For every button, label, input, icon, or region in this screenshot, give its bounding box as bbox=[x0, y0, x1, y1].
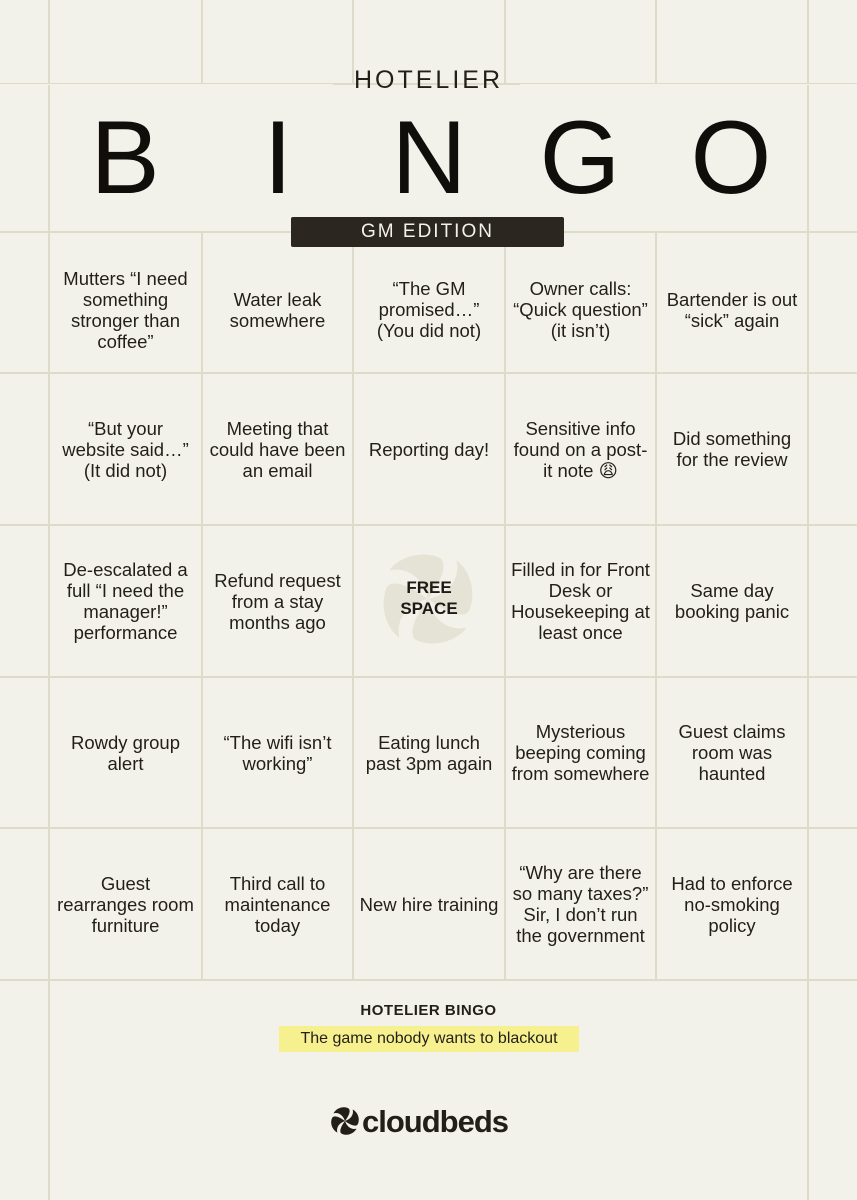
bingo-letter-g: G bbox=[539, 100, 621, 216]
cell-text: Same day booking panic bbox=[674, 580, 790, 622]
cell-text: Refund request from a stay months ago bbox=[214, 569, 341, 633]
cell-text: Bartender is out “sick” again bbox=[666, 288, 798, 331]
bingo-cell[interactable] bbox=[49, 828, 202, 980]
cell-text: Water leak somewhere bbox=[229, 288, 326, 331]
bingo-cell[interactable] bbox=[656, 232, 808, 373]
cell-text: “But your website said…” (It did not) bbox=[62, 417, 189, 481]
footer-tagline: The game nobody wants to blackout bbox=[279, 1026, 579, 1052]
bingo-cell[interactable] bbox=[49, 232, 202, 373]
bingo-cell[interactable] bbox=[202, 232, 353, 373]
bingo-letter-n: N bbox=[391, 100, 467, 216]
cell-text: Filled in for Front Desk or Housekeeping at least once bbox=[511, 559, 650, 643]
bingo-letter-b: B bbox=[90, 100, 160, 216]
bingo-cell[interactable] bbox=[353, 232, 505, 373]
cell-text: New hire training bbox=[359, 893, 499, 915]
bingo-cell[interactable] bbox=[353, 677, 505, 828]
cell-text: “The GM promised…” (You did not) bbox=[376, 278, 482, 341]
cell-text: Owner calls: “Quick question” (it isn’t) bbox=[513, 278, 648, 341]
cell-text: Rowdy group alert bbox=[70, 731, 180, 774]
bingo-cell[interactable] bbox=[202, 373, 353, 525]
bingo-cell[interactable] bbox=[656, 525, 808, 677]
header-subtitle: HOTELIER bbox=[353, 66, 504, 94]
edition-badge: GM EDITION bbox=[291, 217, 564, 247]
cell-text: Did something for the review bbox=[672, 428, 792, 470]
cell-text: Mutters “I need something stronger than coffee” bbox=[63, 267, 188, 352]
cell-text: Reporting day! bbox=[368, 438, 490, 460]
bingo-cell[interactable] bbox=[353, 373, 505, 525]
bingo-cell[interactable] bbox=[505, 828, 656, 980]
cell-text: Guest claims room was haunted bbox=[678, 721, 786, 784]
bingo-cell[interactable] bbox=[49, 677, 202, 828]
cell-text: De-escalated a full “I need the manager!” performance bbox=[63, 559, 188, 643]
free-space-label: FREE SPACE bbox=[400, 578, 458, 618]
cell-text: “The wifi isn’t working” bbox=[223, 731, 332, 774]
bingo-cell[interactable] bbox=[656, 677, 808, 828]
cell-text: “Why are there so many taxes?” Sir, I don’t run the government bbox=[512, 862, 649, 946]
cell-text: Meeting that could have been an email bbox=[209, 417, 346, 481]
cell-text: Guest rearranges room furniture bbox=[57, 872, 194, 936]
bingo-cell[interactable] bbox=[656, 828, 808, 980]
cell-text: Sensitive info found on a post-it note 😩 bbox=[513, 417, 648, 481]
free-space-cell[interactable] bbox=[353, 525, 505, 677]
bingo-letter-i: I bbox=[263, 100, 293, 216]
brand-name: cloudbeds bbox=[362, 1104, 509, 1139]
bingo-cell[interactable] bbox=[656, 373, 808, 525]
cell-text: Had to enforce no-smoking policy bbox=[671, 872, 793, 936]
bingo-cell[interactable] bbox=[505, 525, 656, 677]
bingo-cell[interactable] bbox=[505, 232, 656, 373]
bingo-cell[interactable] bbox=[505, 677, 656, 828]
bingo-cell[interactable] bbox=[202, 525, 353, 677]
footer-title: HOTELIER BINGO bbox=[360, 1002, 497, 1019]
cloudbeds-logo-icon bbox=[329, 1105, 361, 1137]
bingo-cell[interactable] bbox=[202, 828, 353, 980]
cell-text: Third call to maintenance today bbox=[224, 872, 331, 936]
cell-text: Mysterious beeping coming from somewhere bbox=[511, 721, 650, 784]
bingo-cell[interactable] bbox=[353, 828, 505, 980]
bingo-cell[interactable] bbox=[202, 677, 353, 828]
bingo-letter-o: O bbox=[690, 100, 772, 216]
brand-logo bbox=[329, 1101, 529, 1143]
bingo-cell[interactable] bbox=[505, 373, 656, 525]
cell-text: Eating lunch past 3pm again bbox=[365, 731, 493, 774]
bingo-cell[interactable] bbox=[49, 373, 202, 525]
bingo-cell[interactable] bbox=[49, 525, 202, 677]
